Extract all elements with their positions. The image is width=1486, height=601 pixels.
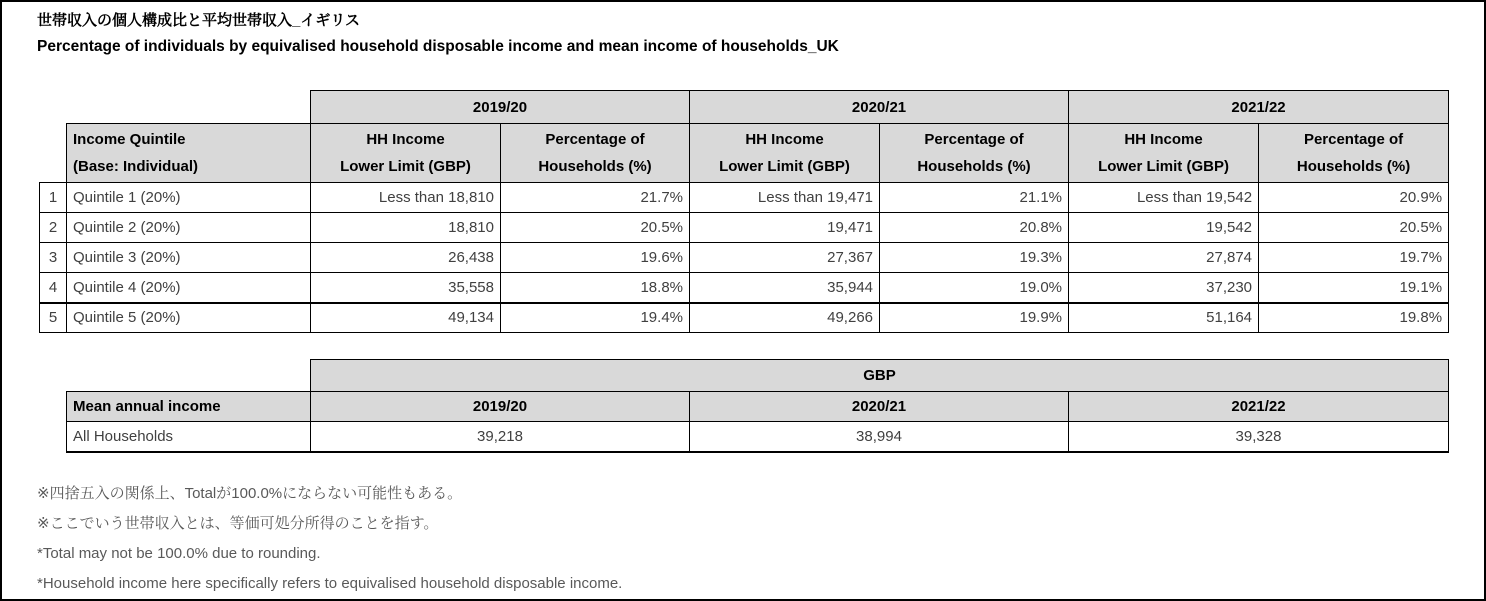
subheader-line1: Percentage of <box>924 131 1024 148</box>
mean-value-cell: 38,994 <box>690 422 1069 452</box>
percentage-value-cell: 21.7% <box>501 183 690 213</box>
percentage-value-cell: 19.9% <box>880 303 1069 333</box>
income-value-cell: 49,266 <box>690 303 880 333</box>
subheader-line2: Lower Limit (GBP) <box>1098 158 1229 175</box>
subheader-line1: HH Income <box>1124 131 1203 148</box>
subheader-hh-income <box>690 124 880 183</box>
row-number-cell: 5 <box>40 303 67 333</box>
income-value-cell: 18,810 <box>311 213 501 243</box>
subheader-line1: HH Income <box>745 131 824 148</box>
year-header-2021-22: 2021/22 <box>1069 392 1449 422</box>
quintile-row <box>40 213 1449 243</box>
footnote-en-definition: *Household income here specifically refers to equivalised household disposable income. <box>37 575 623 592</box>
subheader-percentage <box>1259 124 1449 183</box>
quintile-label-cell: Quintile 5 (20%) <box>67 303 311 333</box>
quintile-label-cell: Quintile 2 (20%) <box>67 213 311 243</box>
percentage-value-cell: 18.8% <box>501 273 690 303</box>
subheader-line2: Households (%) <box>538 158 652 175</box>
row-number-cell: 1 <box>40 183 67 213</box>
all-households-row <box>67 422 1449 452</box>
year-header-2020-21: 2020/21 <box>690 392 1069 422</box>
page-title-japanese: 世帯収入の個人構成比と平均世帯収入_イギリス <box>37 12 361 29</box>
percentage-value-cell: 19.6% <box>501 243 690 273</box>
currency-header-row <box>67 360 1449 392</box>
percentage-value-cell: 19.8% <box>1259 303 1449 333</box>
income-value-cell: 19,542 <box>1069 213 1259 243</box>
year-header-row <box>40 91 1449 124</box>
income-value-cell: 27,874 <box>1069 243 1259 273</box>
quintile-row <box>40 183 1449 213</box>
quintile-row <box>40 243 1449 273</box>
subheader-line1: HH Income <box>366 131 445 148</box>
subheader-line2: Lower Limit (GBP) <box>719 158 850 175</box>
percentage-value-cell: 19.7% <box>1259 243 1449 273</box>
income-value-cell: Less than 18,810 <box>311 183 501 213</box>
income-value-cell: 19,471 <box>690 213 880 243</box>
row-number-cell: 2 <box>40 213 67 243</box>
mean-value-cell: 39,218 <box>311 422 690 452</box>
corner-spacer <box>40 91 311 124</box>
income-quintile-table <box>39 90 1449 333</box>
mean-years-row <box>67 392 1449 422</box>
quintile-row <box>40 273 1449 303</box>
subheader-percentage <box>501 124 690 183</box>
subheader-percentage <box>880 124 1069 183</box>
mean-income-table <box>66 359 1449 453</box>
percentage-value-cell: 19.1% <box>1259 273 1449 303</box>
year-header-2020-21: 2020/21 <box>690 91 1069 124</box>
percentage-value-cell: 20.5% <box>501 213 690 243</box>
row-header-line1: Income Quintile <box>73 131 186 148</box>
mean-row-header: Mean annual income <box>67 392 311 422</box>
year-header-2019-20: 2019/20 <box>311 392 690 422</box>
footnote-jp-rounding: ※四捨五入の関係上、Totalが100.0%にならない可能性もある。 <box>37 485 463 502</box>
income-value-cell: 49,134 <box>311 303 501 333</box>
subheader-line2: Households (%) <box>1296 158 1411 175</box>
percentage-value-cell: 20.9% <box>1259 183 1449 213</box>
percentage-value-cell: 19.0% <box>880 273 1069 303</box>
income-value-cell: Less than 19,542 <box>1069 183 1259 213</box>
percentage-value-cell: 20.8% <box>880 213 1069 243</box>
income-value-cell: 27,367 <box>690 243 880 273</box>
subheader-hh-income <box>311 124 501 183</box>
subheader-row <box>40 124 1449 183</box>
mean-row-label: All Households <box>67 422 311 452</box>
quintile-row <box>40 303 1449 333</box>
percentage-value-cell: 21.1% <box>880 183 1069 213</box>
income-value-cell: 37,230 <box>1069 273 1259 303</box>
quintile-label-cell: Quintile 4 (20%) <box>67 273 311 303</box>
footnote-en-rounding: *Total may not be 100.0% due to rounding. <box>37 545 321 562</box>
row-header-income-quintile <box>67 124 311 183</box>
quintile-label-cell: Quintile 3 (20%) <box>67 243 311 273</box>
row-number-cell: 4 <box>40 273 67 303</box>
percentage-value-cell: 19.4% <box>501 303 690 333</box>
income-value-cell: 26,438 <box>311 243 501 273</box>
income-value-cell: 35,558 <box>311 273 501 303</box>
income-value-cell: 51,164 <box>1069 303 1259 333</box>
row-header-line2: (Base: Individual) <box>73 158 199 175</box>
corner-spacer <box>40 124 67 183</box>
subheader-hh-income <box>1069 124 1259 183</box>
income-value-cell: Less than 19,471 <box>690 183 880 213</box>
page-title-english: Percentage of individuals by equivalised household disposable income and mean income of households_UK <box>37 38 839 55</box>
subheader-line1: Percentage of <box>1303 131 1404 148</box>
year-header-2019-20: 2019/20 <box>311 91 690 124</box>
subheader-line2: Households (%) <box>917 158 1031 175</box>
row-number-cell: 3 <box>40 243 67 273</box>
subheader-line2: Lower Limit (GBP) <box>340 158 471 175</box>
income-value-cell: 35,944 <box>690 273 880 303</box>
quintile-label-cell: Quintile 1 (20%) <box>67 183 311 213</box>
percentage-value-cell: 19.3% <box>880 243 1069 273</box>
year-header-2021-22: 2021/22 <box>1069 91 1449 124</box>
percentage-value-cell: 20.5% <box>1259 213 1449 243</box>
mean-value-cell: 39,328 <box>1069 422 1449 452</box>
subheader-line1: Percentage of <box>545 131 645 148</box>
footnote-jp-definition: ※ここでいう世帯収入とは、等価可処分所得のことを指す。 <box>37 515 439 532</box>
corner-spacer <box>67 360 311 392</box>
currency-header: GBP <box>311 360 1449 392</box>
